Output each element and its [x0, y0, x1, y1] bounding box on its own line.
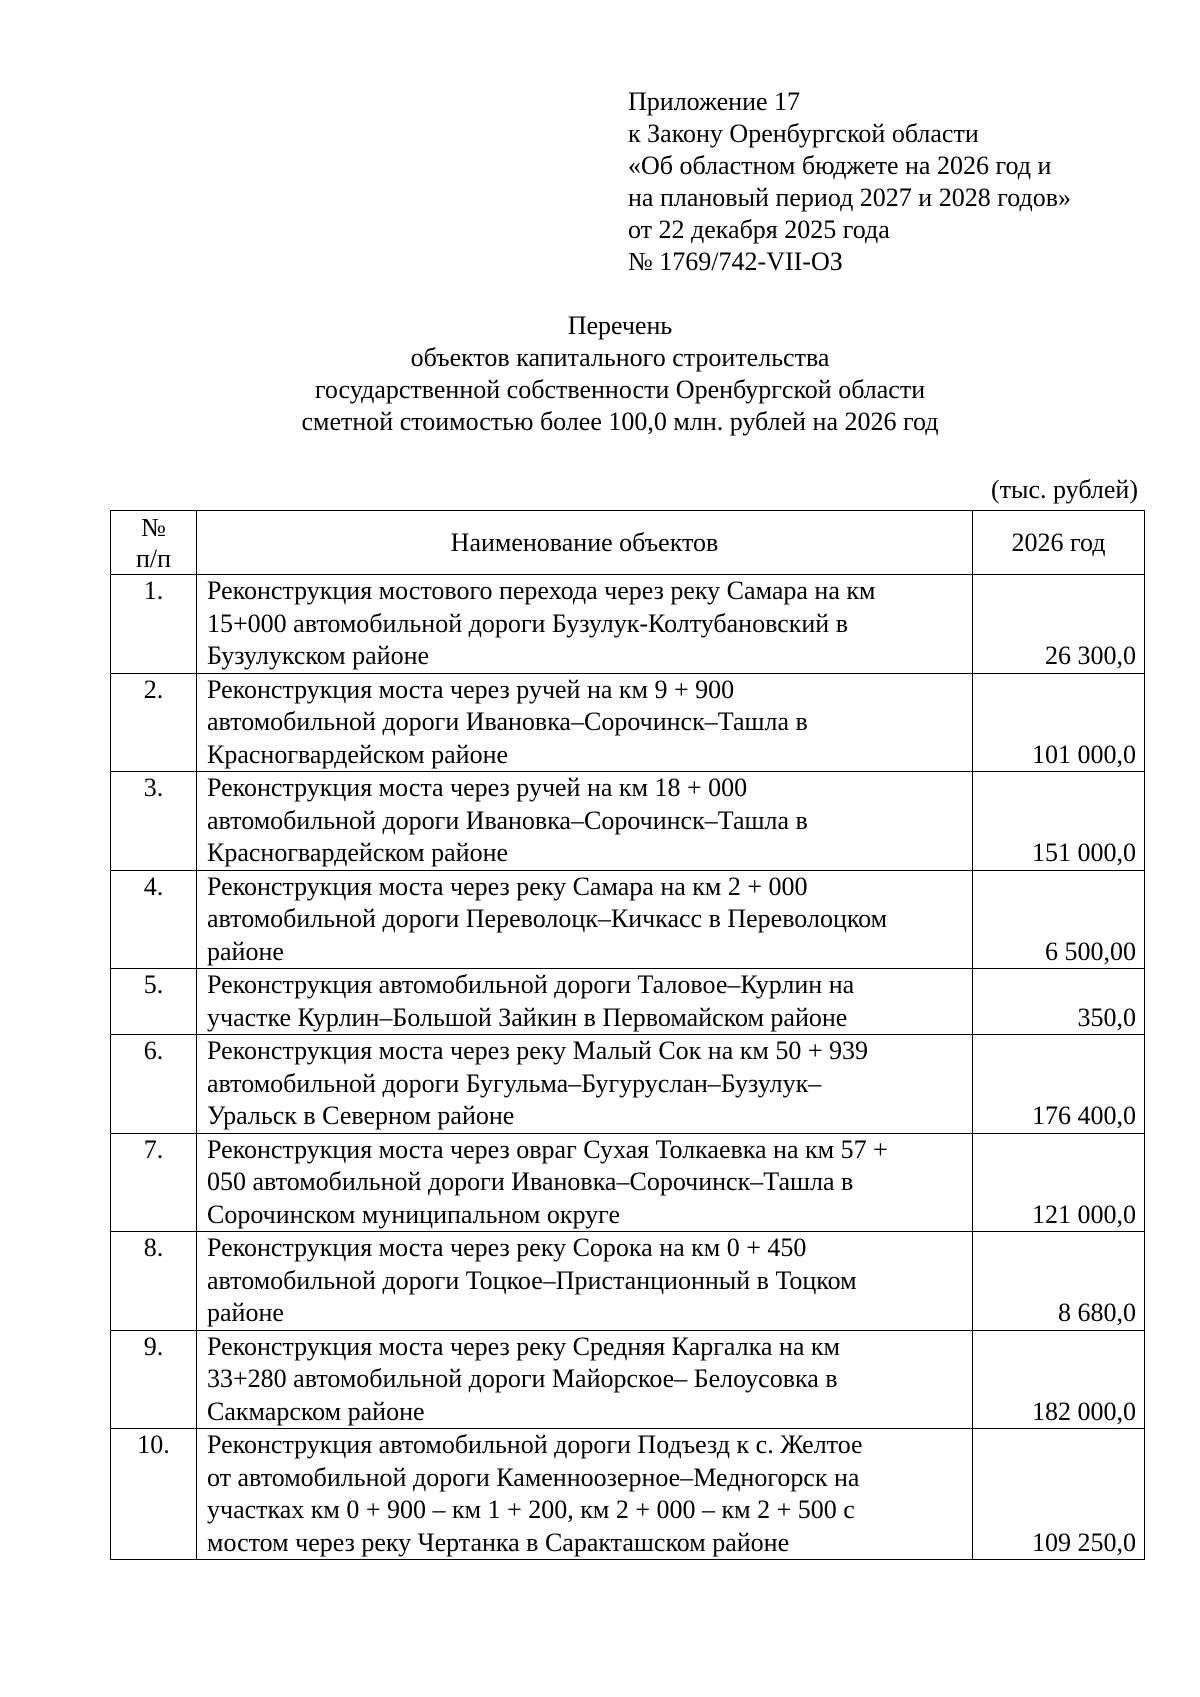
- row-number: 5.: [111, 969, 197, 1035]
- header-year-2026: 2026 год: [973, 511, 1145, 575]
- row-number: 2.: [111, 673, 197, 772]
- row-value: 6 500,00: [973, 870, 1145, 969]
- row-object-name: Реконструкция автомобильной дороги Подъезд к с. Желтое от автомобильной дороги Каменноозерное–Медногорск на участках км 0 + 900 – км 1 + 200, км 2 + 000 – км 2 + 500 с мостом через реку Чертанка в Саракташском районе: [197, 1429, 973, 1560]
- row-object-name: Реконструкция моста через овраг Сухая Толкаевка на км 57 + 050 автомобильной дороги Ивановка–Сорочинск–Ташла в Сорочинском муниципальном округе: [197, 1133, 973, 1232]
- row-number: 6.: [111, 1035, 197, 1134]
- title-line-3: государственной собственности Оренбургской области: [314, 375, 926, 404]
- row-value: 151 000,0: [973, 772, 1145, 871]
- row-value: 26 300,0: [973, 575, 1145, 674]
- row-number: 7.: [111, 1133, 197, 1232]
- row-value: 109 250,0: [973, 1429, 1145, 1560]
- table-row: [111, 575, 1145, 674]
- row-number: 9.: [111, 1330, 197, 1429]
- appendix-line-date: от 22 декабря 2025 года: [628, 215, 890, 244]
- table-row: [111, 1133, 1145, 1232]
- table-header-row: [111, 511, 1145, 575]
- table-row: [111, 1035, 1145, 1134]
- row-value: 176 400,0: [973, 1035, 1145, 1134]
- appendix-line-number: Приложение 17: [628, 87, 801, 116]
- header-object-name: Наименование объектов: [197, 511, 973, 575]
- appendix-line-law-title-1: «Об областном бюджете на 2026 год и: [628, 151, 1052, 180]
- table-row: [111, 1429, 1145, 1560]
- title-line-1: Перечень: [567, 311, 673, 340]
- table-row: [111, 673, 1145, 772]
- row-number: 4.: [111, 870, 197, 969]
- table-row: [111, 969, 1145, 1035]
- table-row: [111, 1330, 1145, 1429]
- row-object-name: Реконструкция автомобильной дороги Таловое–Курлин на участке Курлин–Большой Зайкин в Первомайском районе: [197, 969, 973, 1035]
- row-object-name: Реконструкция моста через реку Самара на км 2 + 000 автомобильной дороги Переволоцк–Кичкасс в Переволоцком районе: [197, 870, 973, 969]
- unit-note: (тыс. рублей): [990, 475, 1138, 504]
- title-line-2: объектов капитального строительства: [410, 343, 830, 372]
- table-row: [111, 772, 1145, 871]
- table-row: [111, 870, 1145, 969]
- objects-table: [110, 510, 1145, 1560]
- row-value: 350,0: [973, 969, 1145, 1035]
- title-line-4: сметной стоимостью более 100,0 млн. рублей на 2026 год: [301, 407, 939, 436]
- row-value: 121 000,0: [973, 1133, 1145, 1232]
- row-object-name: Реконструкция мостового перехода через реку Самара на км 15+000 автомобильной дороги Бузулук-Колтубановский в Бузулукском районе: [197, 575, 973, 674]
- row-object-name: Реконструкция моста через ручей на км 9 + 900 автомобильной дороги Ивановка–Сорочинск–Ташла в Красногвардейском районе: [197, 673, 973, 772]
- appendix-header: [628, 86, 1168, 278]
- row-object-name: Реконструкция моста через реку Малый Сок на км 50 + 939 автомобильной дороги Бугульма–Бугуруслан–Бузулук– Уральск в Северном районе: [197, 1035, 973, 1134]
- row-value: 182 000,0: [973, 1330, 1145, 1429]
- row-value: 101 000,0: [973, 673, 1145, 772]
- row-object-name: Реконструкция моста через ручей на км 18 + 000 автомобильной дороги Ивановка–Сорочинск–Ташла в Красногвардейском районе: [197, 772, 973, 871]
- row-number: 10.: [111, 1429, 197, 1560]
- appendix-line-law: к Закону Оренбургской области: [628, 119, 979, 148]
- row-number: 1.: [111, 575, 197, 674]
- row-number: 8.: [111, 1232, 197, 1331]
- appendix-line-law-title-2: на плановый период 2027 и 2028 годов»: [628, 183, 1071, 212]
- header-number: № п/п: [111, 511, 197, 575]
- row-value: 8 680,0: [973, 1232, 1145, 1331]
- table-row: [111, 1232, 1145, 1331]
- appendix-line-law-number: № 1769/742-VII-ОЗ: [628, 247, 843, 276]
- document-title: [110, 310, 1130, 438]
- row-object-name: Реконструкция моста через реку Сорока на км 0 + 450 автомобильной дороги Тоцкое–Пристанционный в Тоцком районе: [197, 1232, 973, 1331]
- row-object-name: Реконструкция моста через реку Средняя Каргалка на км 33+280 автомобильной дороги Майорское– Белоусовка в Сакмарском районе: [197, 1330, 973, 1429]
- row-number: 3.: [111, 772, 197, 871]
